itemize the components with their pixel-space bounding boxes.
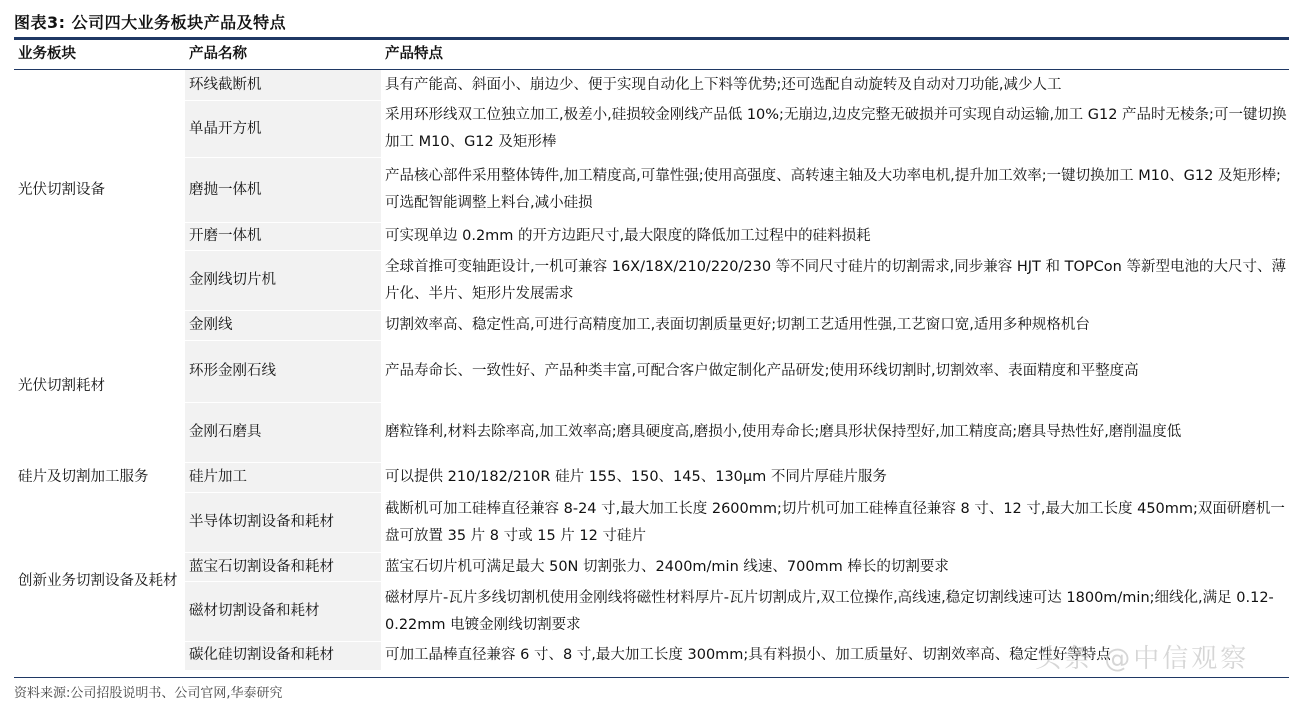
segment-cell: 光伏切割耗材 (14, 311, 185, 463)
product-cell: 蓝宝石切割设备和耗材 (185, 553, 381, 582)
table-row (14, 311, 1289, 341)
feature-cell: 蓝宝石切片机可满足最大 50N 切割张力、2400m/min 线速、700mm 棒长的切割要求 (381, 553, 1289, 582)
products-table (14, 40, 1289, 670)
product-cell: 金刚线切片机 (185, 251, 381, 311)
feature-cell: 具有产能高、斜面小、崩边少、便于实现自动化上下料等优势;还可选配自动旋转及自动对刀功能,减少人工 (381, 70, 1289, 101)
table-row (14, 223, 1289, 251)
product-cell: 磨抛一体机 (185, 158, 381, 223)
feature-cell: 截断机可加工硅棒直径兼容 8-24 寸,最大加工长度 2600mm;切片机可加工硅棒直径兼容 8 寸、12 寸,最大加工长度 450mm;双面研磨机一盘可放置 35 片 8 寸或 15 片 12 寸硅片 (381, 493, 1289, 553)
feature-cell: 产品寿命长、一致性好、产品种类丰富,可配合客户做定制化产品研发;使用环线切割时,切割效率、表面精度和平整度高 (381, 341, 1289, 403)
table-row (14, 582, 1289, 642)
bottom-rule (14, 677, 1289, 678)
product-cell: 金刚石磨具 (185, 403, 381, 463)
header-feature: 产品特点 (381, 40, 1289, 70)
header-product: 产品名称 (185, 40, 381, 70)
product-cell: 半导体切割设备和耗材 (185, 493, 381, 553)
table-row (14, 403, 1289, 463)
feature-cell: 采用环形线双工位独立加工,极差小,硅损较金刚线产品低 10%;无崩边,边皮完整无破损并可实现自动运输,加工 G12 产品时无棱条;可一键切换加工 M10、G12 及矩形棒 (381, 101, 1289, 158)
segment-cell: 创新业务切割设备及耗材 (14, 493, 185, 670)
feature-cell: 磁材厚片-瓦片多线切割机使用金刚线将磁性材料厚片-瓦片切割成片,双工位操作,高线速,稳定切割线速可达 1800m/min;细线化,满足 0.12-0.22mm 电镀金刚线切割要求 (381, 582, 1289, 642)
product-cell: 环形金刚石线 (185, 341, 381, 403)
table-row (14, 553, 1289, 582)
header-segment: 业务板块 (14, 40, 185, 70)
table-row (14, 341, 1289, 403)
product-cell: 开磨一体机 (185, 223, 381, 251)
source-note: 资料来源:公司招股说明书、公司官网,华泰研究 (14, 686, 283, 701)
segment-cell: 硅片及切割加工服务 (14, 463, 185, 493)
feature-cell: 产品核心部件采用整体铸件,加工精度高,可靠性强;使用高强度、高转速主轴及大功率电机,提升加工效率;一键切换加工 M10、G12 及矩形棒;可选配智能调整上料台,减小硅损 (381, 158, 1289, 223)
feature-cell: 可以提供 210/182/210R 硅片 155、150、145、130μm 不同片厚硅片服务 (381, 463, 1289, 493)
product-cell: 碳化硅切割设备和耗材 (185, 642, 381, 670)
feature-cell: 切割效率高、稳定性高,可进行高精度加工,表面切割质量更好;切割工艺适用性强,工艺窗口宽,适用多种规格机台 (381, 311, 1289, 341)
segment-cell: 光伏切割设备 (14, 70, 185, 311)
feature-cell: 可实现单边 0.2mm 的开方边距尺寸,最大限度的降低加工过程中的硅料损耗 (381, 223, 1289, 251)
product-cell: 硅片加工 (185, 463, 381, 493)
feature-cell: 可加工晶棒直径兼容 6 寸、8 寸,最大加工长度 300mm;具有料损小、加工质量好、切割效率高、稳定性好等特点 (381, 642, 1289, 670)
product-cell: 单晶开方机 (185, 101, 381, 158)
product-cell: 金刚线 (185, 311, 381, 341)
product-cell: 环线截断机 (185, 70, 381, 101)
table-row (14, 251, 1289, 311)
table-row (14, 642, 1289, 670)
table-row (14, 493, 1289, 553)
table-header-row (14, 40, 1289, 70)
figure-title: 图表3: 公司四大业务板块产品及特点 (14, 13, 287, 32)
table-row (14, 463, 1289, 493)
feature-cell: 磨粒锋利,材料去除率高,加工效率高;磨具硬度高,磨损小,使用寿命长;磨具形状保持型好,加工精度高;磨具导热性好,磨削温度低 (381, 403, 1289, 463)
table-row (14, 101, 1289, 158)
watermark: 头条 @中信观察 (1035, 644, 1250, 674)
table-row (14, 70, 1289, 101)
product-cell: 磁材切割设备和耗材 (185, 582, 381, 642)
feature-cell: 全球首推可变轴距设计,一机可兼容 16X/18X/210/220/230 等不同尺寸硅片的切割需求,同步兼容 HJT 和 TOPCon 等新型电池的大尺寸、薄片化、半片、矩形片发展需求 (381, 251, 1289, 311)
table-row (14, 158, 1289, 223)
